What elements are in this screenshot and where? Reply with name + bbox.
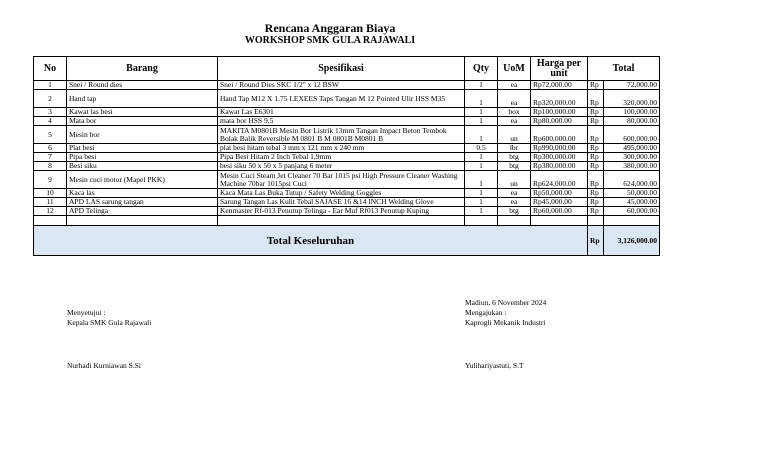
row-total: 600,000.00 [604, 126, 660, 144]
budget-table [33, 56, 660, 256]
header-qty: Qty [465, 57, 498, 81]
row-no: 12 [34, 207, 67, 216]
row-total: 45,000.00 [604, 198, 660, 207]
document-subtitle: WORKSHOP SMK GULA RAJAWALI [244, 35, 416, 46]
header-harga: Harga per unit [531, 57, 588, 81]
row-uom: un [498, 171, 531, 189]
row-spesifikasi: Kenmaster Rf-013 Penutup Telinga - Ear Muf Rf013 Penutup Kuping [218, 207, 465, 216]
row-total: 100,000.00 [604, 108, 660, 117]
row-no: 11 [34, 198, 67, 207]
row-qty: 1 [465, 81, 498, 90]
row-uom: lbr [498, 144, 531, 153]
row-harga: Rp300,000.00 [531, 153, 588, 162]
row-uom: ea [498, 117, 531, 126]
row-barang: Besi siku [67, 162, 218, 171]
row-barang: Mesin cuci motor (Mapel PKK) [67, 171, 218, 189]
submitter-block [465, 298, 546, 328]
row-currency: Rp [588, 108, 604, 117]
row-total: 72,000.00 [604, 81, 660, 90]
row-no: 7 [34, 153, 67, 162]
row-spesifikasi: Kaca Mata Las Buka Tutup / Safety Welding Goggles [218, 189, 465, 198]
approver-block [67, 308, 151, 328]
row-barang: Pipa besi [67, 153, 218, 162]
header-total: Total [588, 57, 660, 81]
row-barang: APD Telinga [67, 207, 218, 216]
table-header-row [34, 57, 660, 81]
row-qty: 1 [465, 162, 498, 171]
header-spesifikasi: Spesifikasi [218, 57, 465, 81]
row-harga: Rp320,000.00 [531, 90, 588, 108]
row-spesifikasi: Mesin Cuci Steam Jet Cleaner 70 Bar 1015 psi High Pressure Cleaner Washing Machine 70bar 1015psi Cuci [218, 171, 465, 189]
row-barang: Snei / Round dies [67, 81, 218, 90]
row-harga: Rp60,000.00 [531, 207, 588, 216]
row-uom: btg [498, 207, 531, 216]
row-currency: Rp [588, 198, 604, 207]
row-spesifikasi: Pipa Besi Hitam 2 Inch Tebal 1,9mm [218, 153, 465, 162]
table-row [34, 171, 660, 189]
table-row [34, 162, 660, 171]
row-barang: Kaca las [67, 189, 218, 198]
header-no: No [34, 57, 67, 81]
row-total: 495,000.00 [604, 144, 660, 153]
row-qty: 1 [465, 198, 498, 207]
row-no: 2 [34, 90, 67, 108]
row-currency: Rp [588, 144, 604, 153]
row-spesifikasi: Snei / Round Dies SKC 1/2" x 12 BSW [218, 81, 465, 90]
row-barang: Mesin bor [67, 126, 218, 144]
submitter-title: Kaprogli Mekanik Industri [465, 318, 546, 327]
row-harga: Rp990,000.00 [531, 144, 588, 153]
row-spesifikasi: Sarung Tangan Las Kulit Tebal SAJASE 16 &14 INCH Welding Glove [218, 198, 465, 207]
row-qty: 1 [465, 108, 498, 117]
row-qty: 1 [465, 189, 498, 198]
row-qty: 1 [465, 207, 498, 216]
table-row [34, 189, 660, 198]
row-currency: Rp [588, 90, 604, 108]
row-barang: Kawat las besi [67, 108, 218, 117]
document-title: Rencana Anggaran Biaya [264, 21, 396, 35]
row-qty: 1 [465, 90, 498, 108]
table-row [34, 117, 660, 126]
spacer-row [34, 216, 660, 226]
row-no: 1 [34, 81, 67, 90]
submitter-label: Mengajukan : [465, 308, 507, 317]
row-qty: 1 [465, 117, 498, 126]
row-qty: 1 [465, 153, 498, 162]
row-harga: Rp80,000.00 [531, 117, 588, 126]
row-qty: 1 [465, 171, 498, 189]
row-barang: Plat besi [67, 144, 218, 153]
approver-name: Nurhadi Kurniawan S.Si [67, 361, 141, 370]
approver-label: Menyetujui : [67, 308, 106, 317]
row-uom: box [498, 108, 531, 117]
submitter-name: Yulihariyastuti, S.T [465, 361, 524, 370]
row-qty: 0.5 [465, 144, 498, 153]
row-currency: Rp [588, 153, 604, 162]
row-no: 6 [34, 144, 67, 153]
row-uom: btg [498, 162, 531, 171]
submission-date: Madiun, 6 November 2024 [465, 298, 547, 307]
row-qty: 1 [465, 126, 498, 144]
row-spesifikasi: mata bor HSS 9,5 [218, 117, 465, 126]
row-spesifikasi: besi siku 50 x 50 x 5 panjang 6 meter [218, 162, 465, 171]
row-currency: Rp [588, 126, 604, 144]
row-spesifikasi: Kawat Las E6301 [218, 108, 465, 117]
approver-title: Kepala SMK Gula Rajawali [67, 318, 152, 327]
row-currency: Rp [588, 189, 604, 198]
table-row [34, 207, 660, 216]
row-barang: APD LAS sarung tangan [67, 198, 218, 207]
row-spesifikasi: plat besi hitam tebal 3 mm x 121 mm x 240 mm [218, 144, 465, 153]
total-label: Total Keseluruhan [34, 226, 588, 256]
row-uom: ea [498, 90, 531, 108]
table-row [34, 126, 660, 144]
row-total: 50,000.00 [604, 189, 660, 198]
row-no: 3 [34, 108, 67, 117]
table-row [34, 108, 660, 117]
header-barang: Barang [67, 57, 218, 81]
total-currency: Rp [588, 226, 604, 256]
row-barang: Mata bor [67, 117, 218, 126]
row-total: 80,000.00 [604, 117, 660, 126]
table-body [34, 81, 660, 216]
row-no: 10 [34, 189, 67, 198]
header-uom: UoM [498, 57, 531, 81]
row-no: 4 [34, 117, 67, 126]
row-total: 624,000.00 [604, 171, 660, 189]
row-harga: Rp50,000.00 [531, 189, 588, 198]
row-no: 9 [34, 171, 67, 189]
row-no: 5 [34, 126, 67, 144]
row-uom: ea [498, 198, 531, 207]
row-total: 300,000.00 [604, 153, 660, 162]
row-currency: Rp [588, 117, 604, 126]
row-harga: Rp72,000.00 [531, 81, 588, 90]
table-row [34, 90, 660, 108]
row-barang: Hand tap [67, 90, 218, 108]
row-harga: Rp624,000.00 [531, 171, 588, 189]
row-harga: Rp380,000.00 [531, 162, 588, 171]
row-harga: Rp45,000.00 [531, 198, 588, 207]
row-harga: Rp100,000.00 [531, 108, 588, 117]
row-currency: Rp [588, 171, 604, 189]
row-total: 320,000.00 [604, 90, 660, 108]
row-spesifikasi: MAKITA M0801B Mesin Bor Listrik 13mm Tangan Impact Beton Tembok Bolak Balik Reversible M 0801 B M 0801B M0801 B [218, 126, 465, 144]
table-row [34, 144, 660, 153]
table-row [34, 198, 660, 207]
total-row [34, 226, 660, 256]
row-total: 380,000.00 [604, 162, 660, 171]
row-currency: Rp [588, 207, 604, 216]
row-uom: ea [498, 189, 531, 198]
row-uom: un [498, 126, 531, 144]
row-currency: Rp [588, 81, 604, 90]
table-row [34, 153, 660, 162]
total-value: 3,126,000.00 [604, 226, 660, 256]
row-uom: btg [498, 153, 531, 162]
row-currency: Rp [588, 162, 604, 171]
table-row [34, 81, 660, 90]
row-no: 8 [34, 162, 67, 171]
row-total: 60,000.00 [604, 207, 660, 216]
row-spesifikasi: Hand Tap M12 X 1.75 LEXEES Taps Tangan M 12 Pointed Ulir HSS M35 [218, 90, 465, 108]
row-harga: Rp600,000.00 [531, 126, 588, 144]
row-uom: ea [498, 81, 531, 90]
